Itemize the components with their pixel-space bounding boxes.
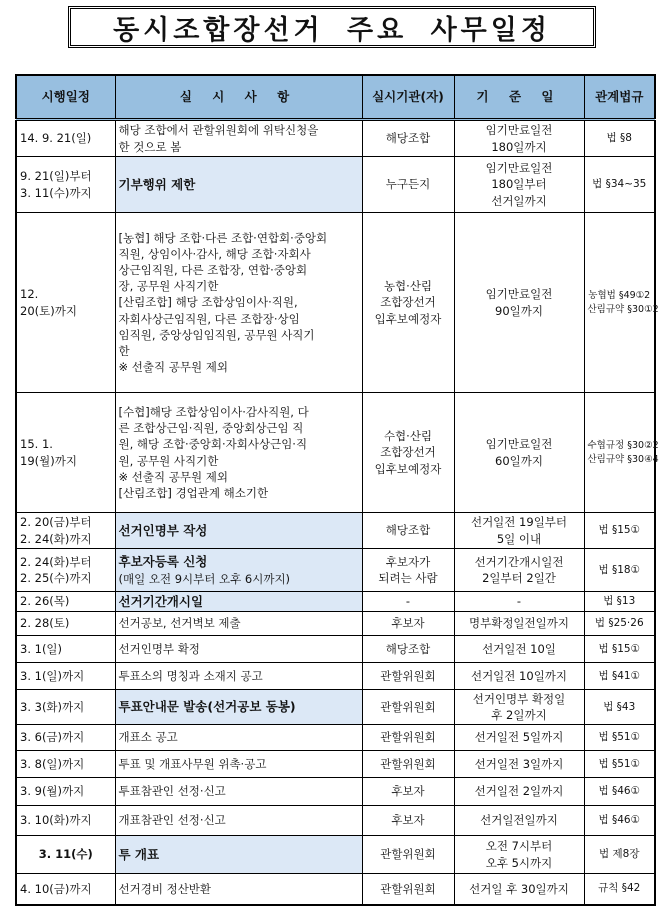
cell-item-line: [산림조합] 해당 조합상임이사·직원, xyxy=(118,295,298,310)
cell-law xyxy=(584,836,655,874)
cell-law-line: 농협법 §49①2 xyxy=(588,290,651,302)
cell-item-line: 원, 공무원 사직기한 xyxy=(118,453,219,468)
cell-law-line: 법 §34~35 xyxy=(592,178,647,191)
cell-law-line: 법 §51① xyxy=(598,757,640,770)
cell-agency xyxy=(362,806,454,836)
cell-law-line: 법 §51① xyxy=(598,731,640,744)
cell-item-line: 장, 공무원 사직기한 xyxy=(118,279,219,294)
cell-date xyxy=(16,549,115,592)
table-row xyxy=(16,751,655,778)
cell-criteria-line: 선거일전 19일부터 xyxy=(470,515,568,530)
cell-criteria xyxy=(454,612,584,636)
cell-agency xyxy=(362,636,454,663)
table-row xyxy=(16,690,655,725)
cell-agency xyxy=(362,874,454,905)
cell-law-line: 수협규정 §30②2 xyxy=(587,440,659,452)
cell-date-line: 2. 26(목) xyxy=(20,594,70,609)
cell-criteria-line: 임기만료일전 xyxy=(485,287,553,302)
table-row xyxy=(16,636,655,663)
cell-date-line: 2. 24(화)부터 xyxy=(20,554,92,569)
cell-criteria-line: 90일까지 xyxy=(495,303,543,318)
cell-law xyxy=(584,592,655,612)
cell-agency-line: 누구든지 xyxy=(385,177,431,192)
table-row xyxy=(16,806,655,836)
cell-criteria-line: 선거기간개시일전 xyxy=(474,554,564,569)
cell-law xyxy=(584,612,655,636)
header-item: 실 시 사 항 xyxy=(115,75,362,120)
cell-criteria xyxy=(454,393,584,513)
cell-item-line: 상근임직원, 다른 조합장, 연합·중앙회 xyxy=(118,263,308,278)
cell-item-line: 한 것으로 봄 xyxy=(118,139,182,154)
cell-item-line: 기부행위 제한 xyxy=(118,176,196,192)
cell-item xyxy=(115,592,362,612)
cell-item-line: 해당 조합에서 관할위원회에 위탁신청을 xyxy=(118,123,319,138)
table-row xyxy=(16,120,655,157)
cell-item-line: ※ 선출직 공무원 제외 xyxy=(118,359,228,374)
table-row xyxy=(16,874,655,905)
cell-agency-line: 후보자가 xyxy=(385,554,431,569)
cell-criteria-line: 선거일전 10일 xyxy=(482,641,556,656)
cell-law xyxy=(584,806,655,836)
cell-agency-line: 관할위원회 xyxy=(380,668,436,683)
table-row xyxy=(16,393,655,513)
cell-date xyxy=(16,836,115,874)
cell-date-line: 3. 1(일)까지 xyxy=(20,668,85,683)
cell-date-line: 2. 20(금)부터 xyxy=(20,515,92,530)
cell-criteria-line: 임기만료일전 xyxy=(485,437,553,452)
cell-criteria-line: 선거일전 2일까지 xyxy=(474,784,564,799)
cell-law xyxy=(584,778,655,806)
cell-agency xyxy=(362,690,454,725)
cell-date-line: 2. 25(수)까지 xyxy=(20,571,92,585)
cell-law-line: 법 §46① xyxy=(598,785,640,798)
cell-date-line: 3. 10(화)까지 xyxy=(20,813,92,828)
cell-date xyxy=(16,592,115,612)
cell-agency xyxy=(362,157,454,213)
cell-item-line: 선거공보, 선거벽보 제출 xyxy=(118,616,241,631)
cell-agency-line: 후보자 xyxy=(391,784,425,799)
cell-agency xyxy=(362,725,454,751)
cell-date xyxy=(16,663,115,690)
table-row xyxy=(16,549,655,592)
cell-date-line: 3. 9(월)까지 xyxy=(20,784,85,799)
cell-law xyxy=(584,751,655,778)
cell-date-line: 9. 21(일)부터 xyxy=(20,169,92,184)
cell-criteria xyxy=(454,513,584,549)
cell-item xyxy=(115,663,362,690)
cell-agency xyxy=(362,120,454,157)
cell-agency-line: 수협·산림 xyxy=(383,429,433,444)
cell-criteria xyxy=(454,157,584,213)
cell-item-line: 개표참관인 선정·신고 xyxy=(118,813,226,828)
cell-criteria xyxy=(454,806,584,836)
cell-law-line: 법 §46① xyxy=(598,814,640,827)
table-row xyxy=(16,513,655,549)
cell-law xyxy=(584,725,655,751)
cell-law xyxy=(584,513,655,549)
cell-law xyxy=(584,663,655,690)
cell-criteria-line: 오후 5시까지 xyxy=(485,855,553,870)
cell-item xyxy=(115,120,362,157)
cell-date-line: 2. 28(토) xyxy=(20,616,70,631)
cell-criteria-line: 2일부터 2일간 xyxy=(482,571,556,585)
cell-item xyxy=(115,513,362,549)
cell-item-line: [수협]해당 조합상임이사·감사직원, 다 xyxy=(118,405,309,420)
cell-agency-line: 되려는 사람 xyxy=(378,571,438,585)
table-row xyxy=(16,157,655,213)
cell-criteria-line: 5일 이내 xyxy=(496,531,542,546)
header-law: 관계법규 xyxy=(584,75,655,120)
cell-agency-line: 관할위원회 xyxy=(380,847,436,862)
cell-item xyxy=(115,612,362,636)
cell-item xyxy=(115,213,362,393)
cell-agency xyxy=(362,612,454,636)
cell-criteria-line: 선거일전 5일까지 xyxy=(474,730,564,745)
cell-date-line: 12. xyxy=(20,287,39,302)
cell-date xyxy=(16,120,115,157)
cell-item xyxy=(115,778,362,806)
cell-item-line: 직원, 상임이사·감사, 해당 조합·자회사 xyxy=(118,247,311,262)
cell-item-line: 후보자등록 신청 xyxy=(118,554,208,570)
cell-criteria xyxy=(454,636,584,663)
cell-criteria-line: 선거일전일까지 xyxy=(480,813,558,828)
cell-law-line: 법 §8 xyxy=(606,132,632,145)
cell-law xyxy=(584,393,659,513)
cell-date-line: 3. 6(금)까지 xyxy=(20,730,85,745)
cell-item-line: 투표소의 명칭과 소재지 공고 xyxy=(118,668,263,683)
cell-criteria-line: 후 2일까지 xyxy=(491,708,547,722)
cell-criteria xyxy=(454,213,584,393)
cell-item xyxy=(115,725,362,751)
cell-item xyxy=(115,157,362,213)
cell-criteria-line: 임기만료일전 xyxy=(485,161,553,176)
cell-date xyxy=(16,690,115,725)
cell-agency-line: 해당조합 xyxy=(385,641,431,656)
cell-criteria xyxy=(454,549,584,592)
cell-agency-line: 후보자 xyxy=(391,813,425,828)
cell-law-line: 법 §43 xyxy=(603,700,636,713)
cell-criteria xyxy=(454,874,584,905)
cell-criteria xyxy=(454,120,584,157)
cell-agency-line: 조합장선거 xyxy=(380,295,436,310)
cell-date xyxy=(16,636,115,663)
cell-agency-line: 후보자 xyxy=(391,616,425,631)
cell-criteria xyxy=(454,725,584,751)
table-row xyxy=(16,725,655,751)
cell-date-line: 19(월)까지 xyxy=(20,453,77,468)
table-row xyxy=(16,836,655,874)
cell-item-line: 한 xyxy=(118,343,130,358)
cell-agency-line: 관할위원회 xyxy=(380,881,436,896)
cell-item-line: (매일 오전 9시부터 오후 6시까지) xyxy=(118,571,291,586)
cell-item xyxy=(115,874,362,905)
cell-criteria-line: 선거일 후 30일까지 xyxy=(469,881,569,896)
cell-agency-line: - xyxy=(405,594,411,609)
cell-item-line: ※ 선출직 공무원 제외 xyxy=(118,469,228,484)
cell-date xyxy=(16,157,115,213)
cell-criteria-line: 선거일전 10일까지 xyxy=(470,668,568,683)
page-title xyxy=(68,6,596,48)
cell-law xyxy=(584,120,655,157)
table-row xyxy=(16,592,655,612)
cell-agency xyxy=(362,663,454,690)
cell-date-line: 4. 10(금)까지 xyxy=(20,881,92,896)
cell-date xyxy=(16,778,115,806)
cell-item-line: 투표참관인 선정·신고 xyxy=(118,784,226,799)
cell-item-line: 자회사상근임직원, 다른 조합장·상임 xyxy=(118,311,300,326)
cell-agency xyxy=(362,836,454,874)
cell-criteria-line: 180일까지 xyxy=(491,139,547,154)
cell-item-line: 투표 및 개표사무원 위촉·공고 xyxy=(118,756,267,771)
cell-date-line: 14. 9. 21(일) xyxy=(20,131,92,146)
cell-item-line: [산림조합] 경업관계 해소기한 xyxy=(118,485,269,500)
cell-item xyxy=(115,690,362,725)
cell-criteria xyxy=(454,592,584,612)
cell-item-line: 투 개표 xyxy=(118,846,160,862)
table-row xyxy=(16,663,655,690)
cell-law xyxy=(584,636,655,663)
cell-item xyxy=(115,636,362,663)
cell-date-line: 2. 24(화)까지 xyxy=(20,531,92,546)
cell-date xyxy=(16,806,115,836)
schedule-table xyxy=(15,74,659,906)
cell-agency-line: 관할위원회 xyxy=(380,756,436,771)
cell-date-line: 15. 1. xyxy=(20,437,53,452)
cell-agency xyxy=(362,778,454,806)
cell-agency-line: 조합장선거 xyxy=(380,445,436,460)
cell-law-line: 법 제8장 xyxy=(599,848,640,861)
cell-item-line: 선거인명부 작성 xyxy=(118,522,208,538)
header-agency: 실시기관(자) xyxy=(362,75,454,120)
cell-date xyxy=(16,213,115,393)
cell-agency-line: 입후보예정자 xyxy=(374,311,442,326)
cell-date-line: 3. 11(수) xyxy=(38,847,93,862)
cell-item-line: 임직원, 중앙상임임직원, 공무원 사직기 xyxy=(118,327,315,342)
cell-item-line: 원, 해당 조합·중앙회·자회사상근임·직 xyxy=(118,437,308,452)
cell-agency-line: 해당조합 xyxy=(385,131,431,146)
cell-criteria-line: 명부확정일전일까지 xyxy=(469,616,569,631)
cell-agency-line: 농협·산림 xyxy=(383,279,433,294)
cell-date xyxy=(16,612,115,636)
cell-item-line: 선거인명부 확정 xyxy=(118,641,200,656)
cell-date xyxy=(16,874,115,905)
cell-date xyxy=(16,513,115,549)
table-row xyxy=(16,612,655,636)
cell-law-line: 법 §25·26 xyxy=(594,617,644,630)
cell-agency-line: 해당조합 xyxy=(385,523,431,538)
cell-item xyxy=(115,393,362,513)
cell-law-line: 법 §13 xyxy=(603,595,636,608)
cell-date-line: 3. 8(일)까지 xyxy=(20,756,85,771)
cell-date xyxy=(16,393,115,513)
cell-law xyxy=(584,549,655,592)
cell-law-line: 산림규약 §30④4 xyxy=(587,453,659,465)
cell-criteria-line: 60일까지 xyxy=(495,453,543,468)
cell-criteria-line: - xyxy=(516,594,522,609)
cell-date-line: 3. 11(수)까지 xyxy=(20,185,92,200)
header-row xyxy=(16,75,655,120)
header-criteria: 기 준 일 xyxy=(454,75,584,120)
cell-agency-line: 입후보예정자 xyxy=(374,461,442,476)
cell-law-line: 규칙 §42 xyxy=(598,882,641,895)
page-title-text: 동시조합장선거 주요 사무일정 xyxy=(113,14,551,46)
cell-law-line: 법 §15① xyxy=(598,524,640,537)
cell-criteria xyxy=(454,663,584,690)
cell-agency xyxy=(362,549,454,592)
cell-agency-line: 관할위원회 xyxy=(380,699,436,714)
cell-agency-line: 관할위원회 xyxy=(380,730,436,745)
cell-agency xyxy=(362,513,454,549)
cell-date xyxy=(16,725,115,751)
cell-criteria xyxy=(454,836,584,874)
cell-law xyxy=(584,213,659,393)
cell-agency xyxy=(362,592,454,612)
cell-law xyxy=(584,690,655,725)
cell-date-line: 20(토)까지 xyxy=(20,303,77,318)
cell-criteria xyxy=(454,690,584,725)
cell-law-line: 산림규약 §30①2 xyxy=(587,303,659,315)
cell-law-line: 법 §15① xyxy=(598,642,640,655)
cell-law-line: 법 §41① xyxy=(598,669,640,682)
header-date: 시행일정 xyxy=(16,75,115,120)
cell-law-line: 법 §18① xyxy=(598,563,640,576)
cell-date-line: 3. 3(화)까지 xyxy=(20,699,85,714)
cell-agency xyxy=(362,393,454,513)
table-row xyxy=(16,213,655,393)
cell-criteria-line: 선거일전 3일까지 xyxy=(474,756,564,771)
cell-criteria-line: 오전 7시부터 xyxy=(485,839,553,854)
cell-criteria-line: 선거인명부 확정일 xyxy=(472,691,566,706)
cell-date xyxy=(16,751,115,778)
cell-item-line: 른 조합상근임·직원, 중앙회상근임 직 xyxy=(118,421,304,436)
cell-criteria xyxy=(454,778,584,806)
cell-item xyxy=(115,549,362,592)
cell-agency xyxy=(362,213,454,393)
cell-criteria-line: 선거일까지 xyxy=(491,193,547,208)
cell-item-line: 투표안내문 발송(선거공보 동봉) xyxy=(118,699,296,715)
cell-item xyxy=(115,836,362,874)
cell-law xyxy=(584,874,655,905)
cell-item-line: 선거기간개시일 xyxy=(118,593,204,609)
table-row xyxy=(16,778,655,806)
cell-criteria-line: 180일부터 xyxy=(491,177,547,192)
cell-item xyxy=(115,806,362,836)
cell-date-line: 3. 1(일) xyxy=(20,641,63,656)
cell-item-line: [농협] 해당 조합·다른 조합·연합회·중앙회 xyxy=(118,231,328,246)
cell-item-line: 개표소 공고 xyxy=(118,730,178,745)
cell-item xyxy=(115,751,362,778)
cell-item-line: 선거경비 정산반환 xyxy=(118,881,212,896)
cell-agency xyxy=(362,751,454,778)
cell-law xyxy=(584,157,655,213)
cell-criteria xyxy=(454,751,584,778)
cell-criteria-line: 임기만료일전 xyxy=(485,123,553,138)
